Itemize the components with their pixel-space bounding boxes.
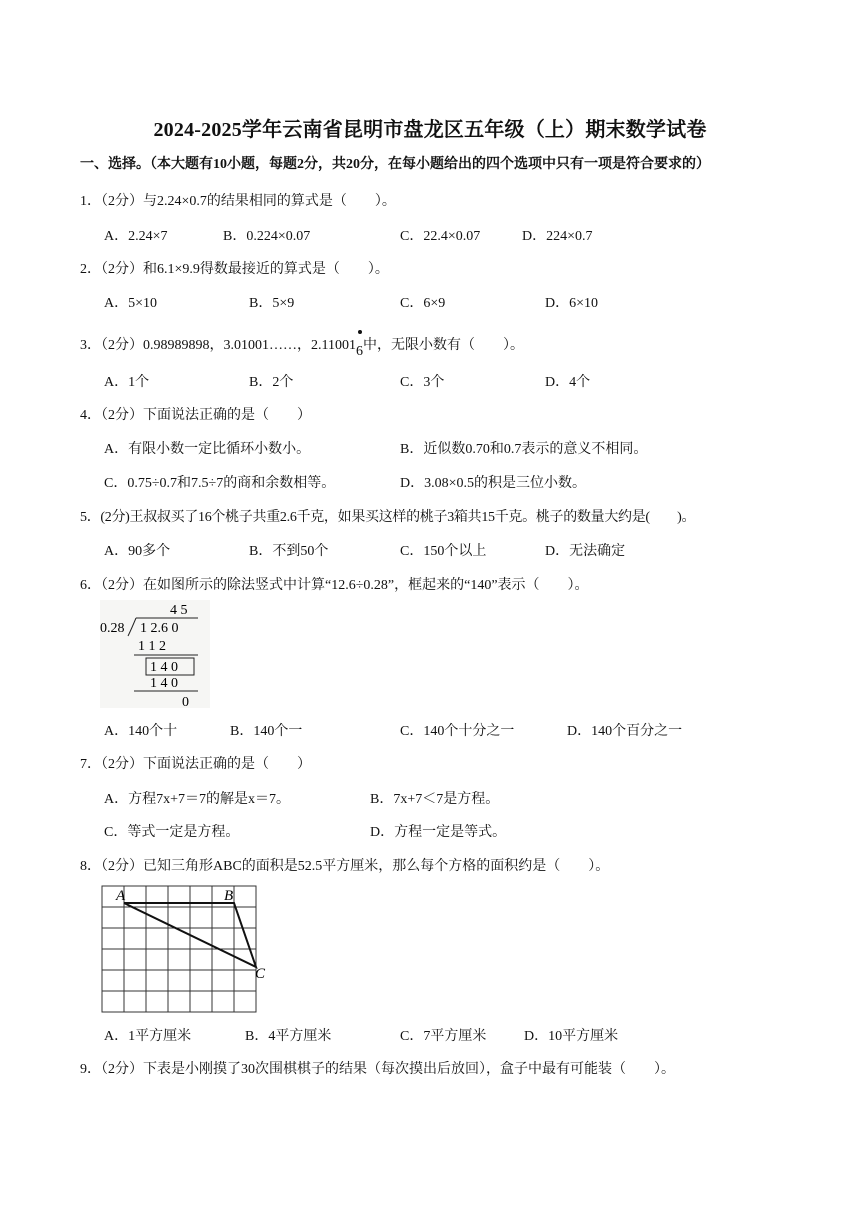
- q3-stem-part-b: 中，无限小数有（ ）。: [362, 338, 524, 353]
- subtraction-step-2: 1 4 0: [150, 676, 178, 691]
- q1-option-a[interactable]: A．2.24×7: [104, 229, 168, 244]
- section-heading: 一、选择。（本大题有10小题，每题2分，共20分，在每小题给出的四个选项中只有一项是符合要求的）: [80, 157, 710, 172]
- q6-option-c[interactable]: C．140个十分之一: [400, 724, 515, 739]
- q8-option-a[interactable]: A．1平方厘米: [104, 1029, 192, 1044]
- vertex-a-label: A: [116, 888, 126, 904]
- q5-option-c[interactable]: C．150个以上: [400, 544, 487, 559]
- question-5-stem: 5．(2分)王叔叔买了16个桃子共重2.6千克，如果买这样的桃子3箱共15千克。桃子的数量大约是( )。: [80, 510, 696, 525]
- q8-option-d[interactable]: D．10平方厘米: [524, 1029, 619, 1044]
- q5-option-a[interactable]: A．90多个: [104, 544, 171, 559]
- q6-option-b[interactable]: B．140个一: [230, 724, 303, 739]
- q3-option-b[interactable]: B．2个: [249, 375, 294, 390]
- question-3-stem: [80, 334, 524, 359]
- repeating-dot-icon: [358, 330, 362, 334]
- question-7-stem: 7．（2分）下面说法正确的是（ ）: [80, 757, 311, 772]
- long-division-figure: [100, 600, 210, 708]
- q7-option-d[interactable]: D．方程一定是等式。: [370, 825, 507, 840]
- q2-option-b[interactable]: B．5×9: [249, 296, 295, 311]
- question-2-stem: 2．（2分）和6.1×9.9得数最接近的算式是（ ）。: [80, 262, 389, 277]
- q4-option-d[interactable]: D．3.08×0.5的积是三位小数。: [400, 476, 587, 491]
- dividend-text: 1 2.6 0: [140, 621, 179, 636]
- question-6-stem: 6．（2分）在如图所示的除法竖式中计算“12.6÷0.28”，框起来的“140”表示（ ）。: [80, 578, 589, 593]
- q6-option-d[interactable]: D．140个百分之一: [567, 724, 683, 739]
- q4-option-c[interactable]: C．0.75÷0.7和7.5÷7的商和余数相等。: [104, 476, 336, 491]
- question-8-stem: 8．（2分）已知三角形ABC的面积是52.5平方厘米，那么每个方格的面积约是（ ）。: [80, 859, 610, 874]
- question-4-stem: 4．（2分）下面说法正确的是（ ）: [80, 408, 311, 423]
- q7-option-a[interactable]: A．方程7x+7＝7的解是x＝7。: [104, 792, 291, 807]
- q4-option-b[interactable]: B．近似数0.70和0.7表示的意义不相同。: [400, 442, 648, 457]
- quotient-text: 4 5: [170, 603, 188, 618]
- divisor-text: 0.28: [100, 621, 125, 636]
- q3-stem-part-a: 3．（2分）0.98989898，3.01001……，2.11001: [80, 338, 356, 353]
- triangle-grid-svg: [100, 882, 270, 1016]
- q7-option-b[interactable]: B．7x+7＜7是方程。: [370, 792, 500, 807]
- triangle-grid-figure: [100, 882, 270, 1016]
- q3-repeating-digit: 6: [356, 338, 363, 354]
- question-1-stem: 1．（2分）与2.24×0.7的结果相同的算式是（ ）。: [80, 194, 396, 209]
- q8-option-c[interactable]: C．7平方厘米: [400, 1029, 487, 1044]
- q7-option-c[interactable]: C．等式一定是方程。: [104, 825, 240, 840]
- q5-option-d[interactable]: D．无法确定: [545, 544, 626, 559]
- remainder-text: 0: [182, 695, 189, 708]
- boxed-140-text: 1 4 0: [150, 660, 178, 675]
- q5-option-b[interactable]: B．不到50个: [249, 544, 329, 559]
- q3-option-d[interactable]: D．4个: [545, 375, 591, 390]
- q4-option-a[interactable]: A．有限小数一定比循环小数小。: [104, 442, 311, 457]
- q1-option-b[interactable]: B．0.224×0.07: [223, 229, 311, 244]
- q3-option-c[interactable]: C．3个: [400, 375, 445, 390]
- q2-option-c[interactable]: C．6×9: [400, 296, 446, 311]
- q1-option-d[interactable]: D．224×0.7: [522, 229, 593, 244]
- q6-option-a[interactable]: A．140个十: [104, 724, 178, 739]
- q8-option-b[interactable]: B．4平方厘米: [245, 1029, 332, 1044]
- q2-option-d[interactable]: D．6×10: [545, 296, 599, 311]
- long-division-svg: [100, 600, 210, 708]
- page-title: 2024-2025学年云南省昆明市盘龙区五年级（上）期末数学试卷: [153, 119, 707, 141]
- q3-option-a[interactable]: A．1个: [104, 375, 150, 390]
- vertex-b-label: B: [224, 888, 234, 904]
- question-9-stem: 9．（2分）下表是小刚摸了30次围棋棋子的结果（每次摸出后放回），盒子中最有可能装（ ）。: [80, 1062, 675, 1077]
- vertex-c-label: C: [255, 966, 266, 982]
- subtraction-step-1: 1 1 2: [138, 639, 166, 654]
- q1-option-c[interactable]: C．22.4×0.07: [400, 229, 481, 244]
- q2-option-a[interactable]: A．5×10: [104, 296, 158, 311]
